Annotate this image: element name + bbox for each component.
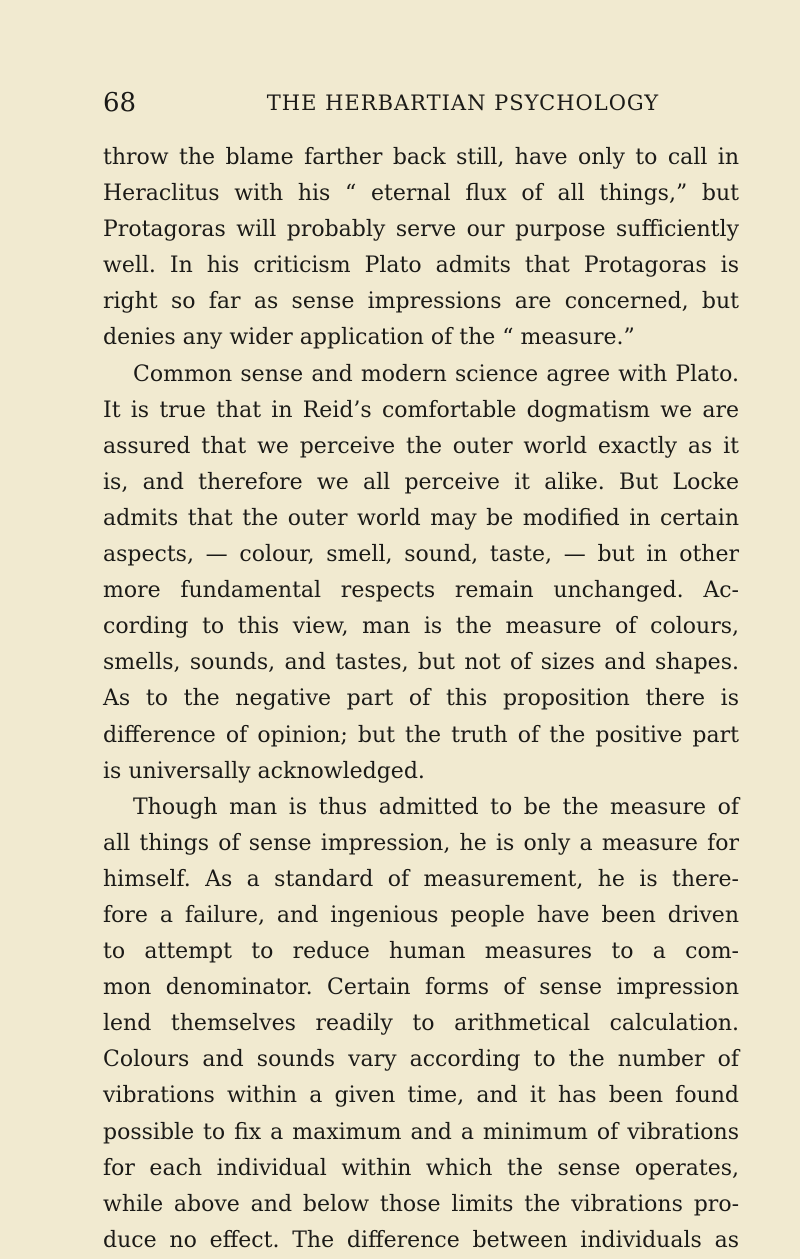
text-line: Protagoras will probably serve our purpose sufficiently bbox=[103, 217, 739, 243]
text-line: assured that we perceive the outer world exactly as it bbox=[103, 433, 739, 459]
text-line: throw the blame farther back still, have only to call in bbox=[103, 145, 739, 170]
text-line: vibrations within a given time, and it has been found bbox=[103, 1083, 739, 1109]
text-line: Common sense and modern science agree with Plato. bbox=[133, 361, 739, 387]
text-line: Heraclitus with his “ eternal flux of all things,” but bbox=[103, 181, 739, 207]
text-line: It is true that in Reid’s comfortable dogmatism we are bbox=[103, 397, 739, 423]
text-line: As to the negative part of this proposition there is bbox=[103, 686, 739, 712]
text-line: all things of sense impression, he is only a measure for bbox=[103, 830, 739, 856]
text-line: duce no effect. The difference between individuals as bbox=[103, 1227, 739, 1253]
text-line: possible to fix a maximum and a minimum of vibrations bbox=[103, 1119, 739, 1145]
text-line: Colours and sounds vary according to the number of bbox=[103, 1047, 739, 1073]
text-line: smells, sounds, and tastes, but not of sizes and shapes. bbox=[103, 650, 739, 676]
page-header bbox=[103, 86, 723, 120]
text-line: himself. As a standard of measurement, he is there- bbox=[103, 866, 739, 892]
page-number: 68 bbox=[103, 88, 137, 118]
text-line: denies any wider application of the “ measure.” bbox=[103, 325, 635, 351]
text-line: difference of opinion; but the truth of the positive part bbox=[103, 722, 739, 748]
text-line: right so far as sense impressions are concerned, but bbox=[103, 289, 739, 315]
text-line: aspects, — colour, smell, sound, taste, — but in other bbox=[103, 542, 739, 568]
text-line: while above and below those limits the vibrations pro- bbox=[103, 1191, 739, 1217]
text-line: fore a failure, and ingenious people have been driven bbox=[103, 902, 739, 928]
text-line: is universally acknowledged. bbox=[103, 758, 425, 784]
text-line: cording to this view, man is the measure of colours, bbox=[103, 614, 739, 640]
text-line: is, and therefore we all perceive it alike. But Locke bbox=[103, 469, 739, 495]
text-line: to attempt to reduce human measures to a com- bbox=[103, 939, 739, 965]
text-line: more fundamental respects remain unchanged. Ac- bbox=[103, 578, 739, 604]
text-line: admits that the outer world may be modified in certain bbox=[103, 505, 739, 531]
text-line: Though man is thus admitted to be the measure of bbox=[133, 794, 739, 820]
running-title: THE HERBARTIAN PSYCHOLOGY bbox=[266, 91, 660, 115]
body-text bbox=[103, 140, 739, 1259]
text-line: mon denominator. Certain forms of sense impression bbox=[103, 975, 739, 1001]
text-line: well. In his criticism Plato admits that Protagoras is bbox=[103, 253, 739, 279]
text-line: for each individual within which the sense operates, bbox=[103, 1155, 739, 1181]
text-line: lend themselves readily to arithmetical calculation. bbox=[103, 1011, 739, 1037]
